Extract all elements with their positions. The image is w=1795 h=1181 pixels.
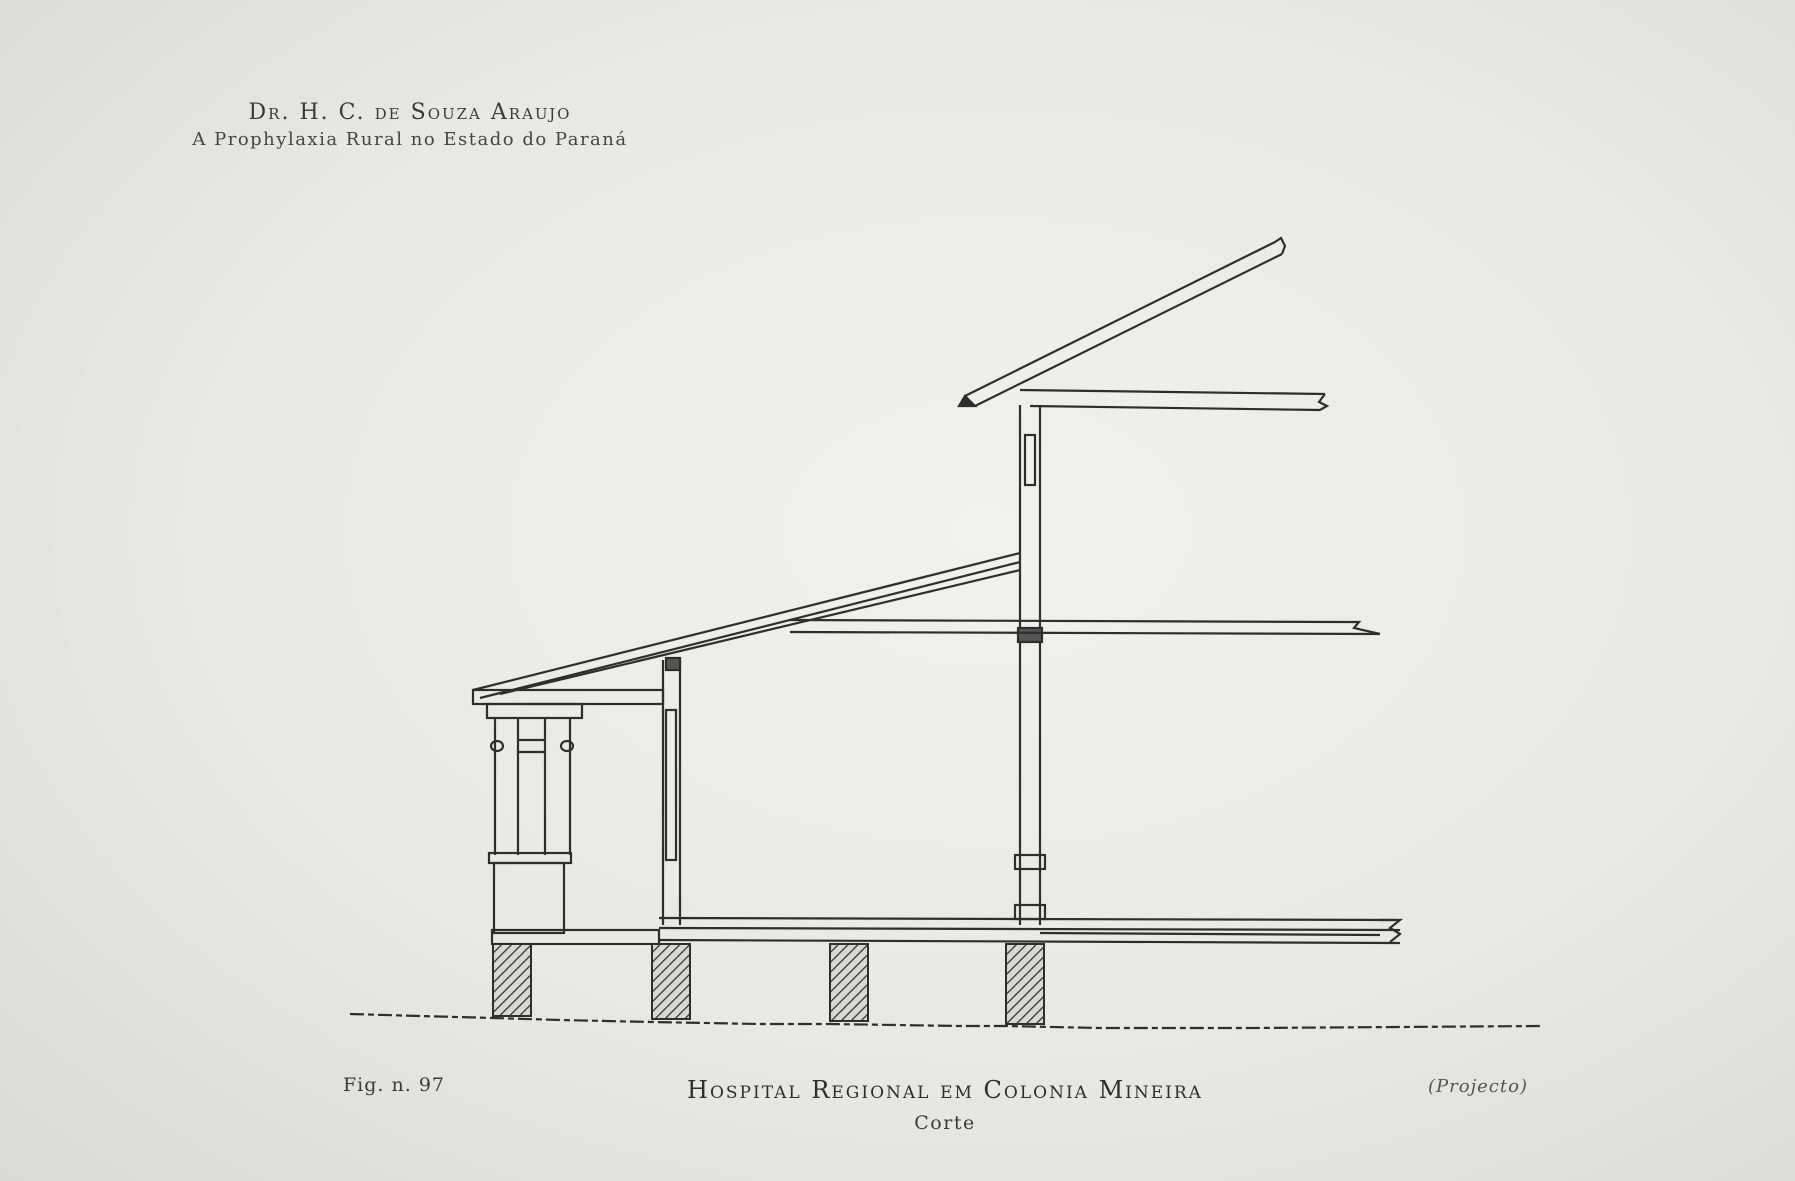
upper-roof [959, 238, 1285, 406]
veranda-columns [487, 704, 582, 933]
author-name: Dr. H. C. de Souza Araujo [248, 100, 572, 125]
figure-subtitle: Corte [914, 1112, 976, 1134]
inner-wall [663, 658, 680, 925]
project-note: (Projecto) [1428, 1076, 1528, 1097]
figure-title: Hospital Regional em Colonia Mineira [687, 1076, 1203, 1104]
central-post [1015, 405, 1045, 925]
upper-ceiling-beam [1020, 390, 1327, 410]
figure-number: Fig. n. 97 [343, 1074, 445, 1096]
foundation-piers [493, 944, 1044, 1024]
lower-roof [473, 553, 1020, 704]
middle-ceiling-beam [790, 620, 1380, 634]
book-title: A Prophylaxia Rural no Estado do Paraná [192, 129, 628, 150]
floor-structure [492, 918, 1400, 944]
